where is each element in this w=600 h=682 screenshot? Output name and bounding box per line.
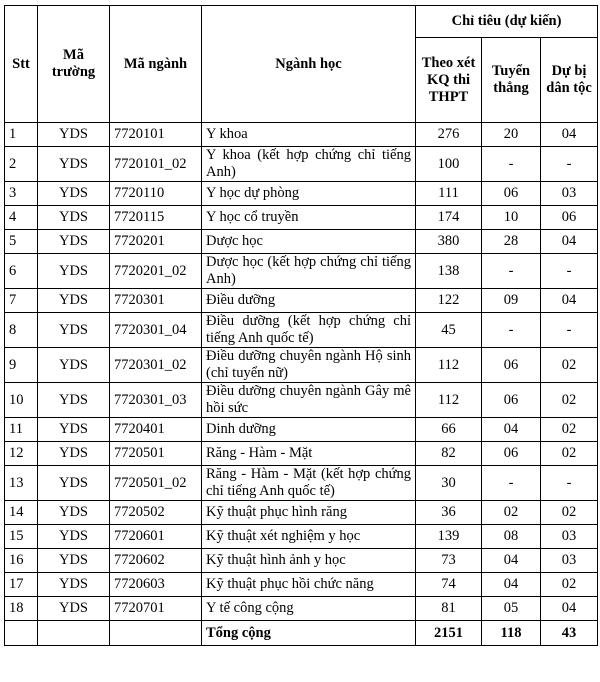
row-major-name: Y học dự phòng — [202, 182, 416, 206]
table-row — [5, 466, 598, 501]
table-row — [5, 525, 598, 549]
row-stt: 1 — [5, 123, 38, 147]
header-ma-truong: Mã trường — [38, 6, 110, 123]
row-quota-direct: 08 — [482, 525, 541, 549]
row-stt: 8 — [5, 313, 38, 348]
row-quota-thpt: 81 — [416, 597, 482, 621]
table-row — [5, 442, 598, 466]
row-quota-prep: 04 — [541, 123, 598, 147]
row-quota-direct: 04 — [482, 418, 541, 442]
table-row — [5, 418, 598, 442]
row-quota-thpt: 139 — [416, 525, 482, 549]
table-row — [5, 313, 598, 348]
header-ma-nganh: Mã ngành — [110, 6, 202, 123]
row-quota-thpt: 30 — [416, 466, 482, 501]
row-major-code: 7720301 — [110, 289, 202, 313]
table-row — [5, 501, 598, 525]
row-school-code: YDS — [38, 313, 110, 348]
row-quota-thpt: 74 — [416, 573, 482, 597]
row-stt: 11 — [5, 418, 38, 442]
row-school-code: YDS — [38, 418, 110, 442]
row-major-code: 7720603 — [110, 573, 202, 597]
row-school-code: YDS — [38, 147, 110, 182]
total-empty-2 — [38, 621, 110, 646]
row-major-code: 7720201_02 — [110, 254, 202, 289]
row-quota-prep: 03 — [541, 182, 598, 206]
row-major-code: 7720101 — [110, 123, 202, 147]
row-major-code: 7720115 — [110, 206, 202, 230]
row-school-code: YDS — [38, 549, 110, 573]
row-quota-prep: 02 — [541, 442, 598, 466]
row-school-code: YDS — [38, 348, 110, 383]
row-major-code: 7720201 — [110, 230, 202, 254]
table-row — [5, 383, 598, 418]
row-major-code: 7720701 — [110, 597, 202, 621]
row-school-code: YDS — [38, 182, 110, 206]
row-major-code: 7720301_03 — [110, 383, 202, 418]
row-school-code: YDS — [38, 573, 110, 597]
row-stt: 3 — [5, 182, 38, 206]
row-quota-thpt: 36 — [416, 501, 482, 525]
table-row — [5, 597, 598, 621]
row-stt: 10 — [5, 383, 38, 418]
row-quota-prep: - — [541, 147, 598, 182]
row-major-code: 7720301_04 — [110, 313, 202, 348]
total-quota-direct: 118 — [482, 621, 541, 646]
row-quota-direct: 04 — [482, 549, 541, 573]
row-quota-thpt: 100 — [416, 147, 482, 182]
row-major-code: 7720502 — [110, 501, 202, 525]
row-major-code: 7720602 — [110, 549, 202, 573]
total-label: Tổng cộng — [202, 621, 416, 646]
row-quota-prep: 03 — [541, 525, 598, 549]
row-quota-direct: 10 — [482, 206, 541, 230]
row-stt: 5 — [5, 230, 38, 254]
row-school-code: YDS — [38, 206, 110, 230]
row-school-code: YDS — [38, 254, 110, 289]
row-school-code: YDS — [38, 383, 110, 418]
row-quota-thpt: 276 — [416, 123, 482, 147]
row-major-name: Điều dưỡng — [202, 289, 416, 313]
header-chi-tieu: Chỉ tiêu (dự kiến) — [416, 6, 598, 38]
row-quota-thpt: 380 — [416, 230, 482, 254]
row-school-code: YDS — [38, 442, 110, 466]
row-quota-direct: - — [482, 254, 541, 289]
row-quota-direct: - — [482, 147, 541, 182]
row-quota-prep: - — [541, 313, 598, 348]
row-quota-prep: - — [541, 466, 598, 501]
row-quota-direct: 06 — [482, 348, 541, 383]
total-empty-3 — [110, 621, 202, 646]
row-school-code: YDS — [38, 501, 110, 525]
row-quota-direct: - — [482, 466, 541, 501]
row-major-name: Y khoa (kết hợp chứng chỉ tiếng Anh) — [202, 147, 416, 182]
row-major-name: Dinh dưỡng — [202, 418, 416, 442]
row-stt: 17 — [5, 573, 38, 597]
table-row — [5, 206, 598, 230]
header-stt: Stt — [5, 6, 38, 123]
row-quota-direct: 20 — [482, 123, 541, 147]
row-major-name: Dược học (kết hợp chứng chỉ tiếng Anh) — [202, 254, 416, 289]
row-quota-prep: 02 — [541, 383, 598, 418]
row-stt: 2 — [5, 147, 38, 182]
table-row — [5, 254, 598, 289]
table-body — [5, 123, 598, 646]
row-quota-prep: 02 — [541, 501, 598, 525]
row-stt: 14 — [5, 501, 38, 525]
row-stt: 6 — [5, 254, 38, 289]
row-quota-direct: 02 — [482, 501, 541, 525]
table-row — [5, 573, 598, 597]
admission-quota-table — [4, 5, 598, 646]
row-stt: 9 — [5, 348, 38, 383]
table-row — [5, 147, 598, 182]
row-quota-prep: 03 — [541, 549, 598, 573]
row-major-name: Kỹ thuật xét nghiệm y học — [202, 525, 416, 549]
row-stt: 15 — [5, 525, 38, 549]
row-school-code: YDS — [38, 289, 110, 313]
table-row — [5, 549, 598, 573]
row-major-name: Răng - Hàm - Mặt (kết hợp chứng chỉ tiếng Anh quốc tế) — [202, 466, 416, 501]
row-school-code: YDS — [38, 525, 110, 549]
row-quota-thpt: 73 — [416, 549, 482, 573]
row-major-name: Răng - Hàm - Mặt — [202, 442, 416, 466]
header-tuyen-thang: Tuyển thẳng — [482, 38, 541, 123]
row-major-name: Y khoa — [202, 123, 416, 147]
row-major-name: Kỹ thuật phục hình răng — [202, 501, 416, 525]
row-major-code: 7720401 — [110, 418, 202, 442]
row-quota-thpt: 174 — [416, 206, 482, 230]
table-row — [5, 289, 598, 313]
row-major-code: 7720301_02 — [110, 348, 202, 383]
row-quota-thpt: 122 — [416, 289, 482, 313]
total-row — [5, 621, 598, 646]
row-quota-prep: 06 — [541, 206, 598, 230]
header-du-bi: Dự bị dân tộc — [541, 38, 598, 123]
row-stt: 16 — [5, 549, 38, 573]
row-quota-direct: 05 — [482, 597, 541, 621]
row-quota-prep: - — [541, 254, 598, 289]
row-quota-prep: 02 — [541, 573, 598, 597]
row-major-name: Y học cổ truyền — [202, 206, 416, 230]
row-school-code: YDS — [38, 597, 110, 621]
row-quota-prep: 02 — [541, 418, 598, 442]
row-stt: 18 — [5, 597, 38, 621]
row-quota-thpt: 138 — [416, 254, 482, 289]
row-major-code: 7720501 — [110, 442, 202, 466]
table-row — [5, 182, 598, 206]
total-quota-thpt: 2151 — [416, 621, 482, 646]
row-quota-thpt: 82 — [416, 442, 482, 466]
row-major-name: Điều dưỡng chuyên ngành Hộ sinh (chỉ tuyển nữ) — [202, 348, 416, 383]
total-quota-prep: 43 — [541, 621, 598, 646]
row-quota-prep: 04 — [541, 230, 598, 254]
row-quota-prep: 02 — [541, 348, 598, 383]
row-stt: 13 — [5, 466, 38, 501]
row-stt: 12 — [5, 442, 38, 466]
row-quota-thpt: 112 — [416, 383, 482, 418]
row-stt: 4 — [5, 206, 38, 230]
table-row — [5, 230, 598, 254]
row-quota-direct: 09 — [482, 289, 541, 313]
row-quota-direct: 06 — [482, 442, 541, 466]
row-major-name: Điều dưỡng (kết hợp chứng chỉ tiếng Anh quốc tế) — [202, 313, 416, 348]
row-quota-thpt: 66 — [416, 418, 482, 442]
row-quota-thpt: 111 — [416, 182, 482, 206]
row-major-code: 7720601 — [110, 525, 202, 549]
row-major-name: Dược học — [202, 230, 416, 254]
row-major-name: Kỹ thuật phục hồi chức năng — [202, 573, 416, 597]
table-row — [5, 348, 598, 383]
row-quota-prep: 04 — [541, 597, 598, 621]
row-quota-direct: 06 — [482, 383, 541, 418]
row-quota-direct: 04 — [482, 573, 541, 597]
row-quota-direct: - — [482, 313, 541, 348]
row-quota-thpt: 112 — [416, 348, 482, 383]
header-nganh-hoc: Ngành học — [202, 6, 416, 123]
row-major-code: 7720110 — [110, 182, 202, 206]
row-major-code: 7720101_02 — [110, 147, 202, 182]
row-stt: 7 — [5, 289, 38, 313]
row-school-code: YDS — [38, 466, 110, 501]
row-school-code: YDS — [38, 123, 110, 147]
row-school-code: YDS — [38, 230, 110, 254]
row-major-name: Y tế công cộng — [202, 597, 416, 621]
row-quota-thpt: 45 — [416, 313, 482, 348]
row-major-code: 7720501_02 — [110, 466, 202, 501]
total-empty-1 — [5, 621, 38, 646]
row-quota-prep: 04 — [541, 289, 598, 313]
row-major-name: Kỹ thuật hình ảnh y học — [202, 549, 416, 573]
row-quota-direct: 28 — [482, 230, 541, 254]
table-row — [5, 123, 598, 147]
header-theo-xet: Theo xét KQ thi THPT — [416, 38, 482, 123]
row-major-name: Điều dưỡng chuyên ngành Gây mê hồi sức — [202, 383, 416, 418]
row-quota-direct: 06 — [482, 182, 541, 206]
